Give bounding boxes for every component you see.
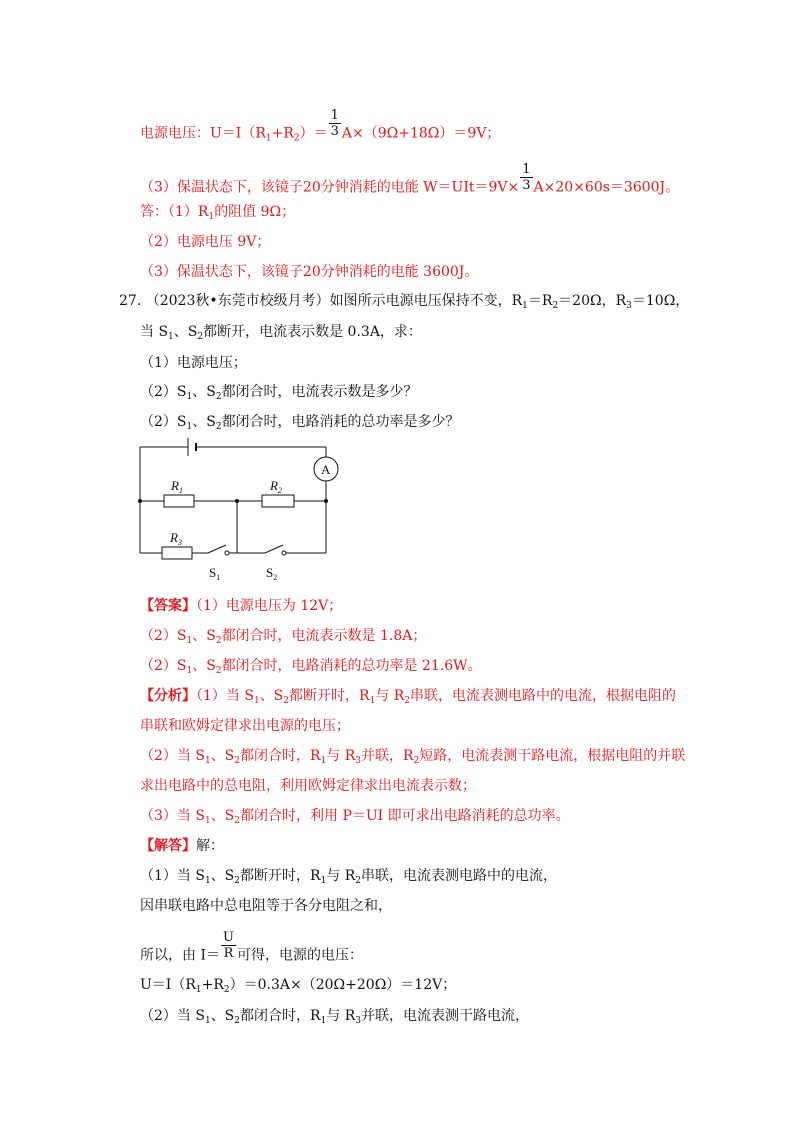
junction-right [324,499,328,503]
resistor-r1 [164,495,194,507]
analysis-line-1: 【分析】（1）当 $S_1$、$S_2$都断开时，$R_1$与 $R_2$串联，电流表测电路中的电流，根据电阻的 [140,688,677,706]
answer-line-a3: $(2)S_1$、$S_2$都闭合时，电路消耗的总功率是 21.6W。 [140,658,482,676]
question-27-part-1: （1）电源电压； [140,355,247,371]
circuit-diagram [130,435,350,585]
ammeter-label: A [321,462,331,477]
junction-middle [235,499,239,503]
answer-line-2: （2）电源电压 9V； [140,234,271,250]
switch-s2-contact [282,551,286,555]
solution-energy-line: （3）保温状态下，该镜子20分钟消耗的电能 W＝UIt＝9V× $\frac{1}{3}$ A×20×60s＝3600J。 [140,162,680,196]
solution-voltage-line: 电源电压：$U=I(R_1+R_2)=$ $\frac{1}{3}$ A×（9Ω+18Ω）＝9V； [140,108,501,144]
answer-heading-line: 【答案】（1）电源电压为 12V； [140,598,343,614]
label-s2: $S_2$ [266,565,278,582]
solution-line-5: （2）当 $S_1$、$S_2$都闭合时，$R_1$与 $R_3$并联，电流表测干路电流， [140,1008,530,1026]
label-r1: $R_1$ [171,478,183,495]
question-number: 27. [119,293,142,309]
answer-line-1: 答：$(1)R_1$的阻值 9Ω； [140,204,296,222]
question-27-part-2: $(2)S_1$、$S_2$都闭合时，电流表示数是多少？ [140,384,418,402]
fraction-one-third-2: $\frac{1}{3}$ [522,162,531,193]
question-27-stem-2: 当 $S_1$、$S_2$都断开，电流表示数是 0.3A，求： [140,324,422,342]
analysis-line-4: 求出电路中的总电阻，利用欧姆定律求出电流表示数； [140,778,476,794]
analysis-line-2: 串联和欧姆定律求出电源的电压； [140,718,350,734]
fraction-u-over-r: $\frac{U}{R}$ [222,930,234,961]
switch-s2 [265,545,283,553]
answer-line-a2: $(2)S_1$、$S_2$都闭合时，电流表示数是 1.8A； [140,628,427,646]
solution-line-4: $U=I(R_1+R_2)=0.3A\times(20\Omega+20\Omega)=12V$； [140,977,457,995]
analysis-tag: 【分析】 [140,688,196,704]
label-r3: $R_3$ [170,530,182,547]
label-r2: $R_2$ [270,478,282,495]
resistor-r3 [162,547,192,559]
solution-line-1: （1）当 $S_1$、$S_2$都断开时，$R_1$与 $R_2$串联，电流表测电路中的电流， [140,868,558,886]
solution-tag: 【解答】 [140,838,196,854]
solution-line-2: 因串联电路中总电阻等于各分电阻之和， [140,898,392,914]
answer-tag: 【答案】 [140,598,196,614]
switch-s1-contact [225,551,229,555]
question-27-part-3: $(2)S_1$、$S_2$都闭合时，电路消耗的总功率是多少？ [140,414,460,432]
switch-s1 [208,545,226,553]
resistor-r2 [262,495,294,507]
junction-left [138,499,142,503]
fraction-one-third: $\frac{1}{3}$ [330,108,339,139]
analysis-line-3: （2）当 $S_1$、$S_2$都闭合时，$R_1$与 $R_3$并联，$R_2$短路，电流表测干路电流，根据电阻的并联 [140,748,686,766]
label-s1: $S_1$ [209,565,221,582]
question-27-stem: 27. （2023秋•东莞市校级月考）如图所示电源电压保持不变，$R_1=R_2=20\Omega$，$R_3=10\Omega$， [119,293,690,311]
answer-line-3: （3）保温状态下，该镜子20分钟消耗的电能 3600J。 [140,264,479,280]
solution-line-3: 所以，由 I＝ $\frac{U}{R}$ 可得，电源的电压： [140,930,363,964]
solution-heading-line: 【解答】解： [140,838,224,854]
analysis-line-5: （3）当 $S_1$、$S_2$都闭合时，利用 P＝UI 即可求出电路消耗的总功率。 [140,808,570,826]
